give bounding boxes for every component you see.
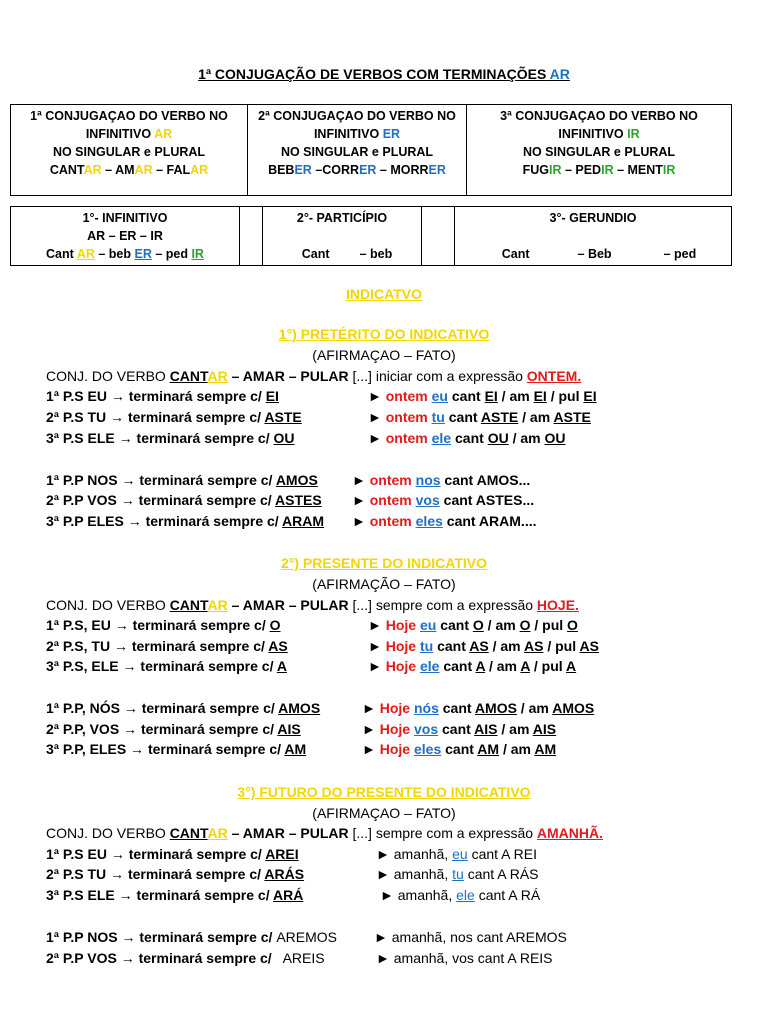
example-ending: AS [523, 638, 544, 654]
ending-ar: AR [154, 127, 173, 141]
sec1-row [46, 472, 746, 488]
arrow-marker: ► [368, 409, 382, 425]
examples-line [15, 161, 243, 179]
example-text: / am [518, 409, 554, 425]
person-label: 1ª P.P NOS [46, 929, 118, 945]
arrow-marker: ► [368, 638, 382, 654]
preterito-heading: 1°) PRETÉRITO DO INDICATIVO [278, 326, 490, 342]
sec3-row [46, 866, 746, 882]
example-stem: FUG [522, 163, 549, 177]
arrow-marker: ► [352, 513, 366, 529]
example-stem: – MORR [376, 163, 429, 177]
example-text: cant A REI [467, 846, 537, 862]
intro-text: [...] sempre com a expressão [348, 825, 537, 841]
rule-ending: AREMOS [276, 929, 338, 945]
intro-text: [...] iniciar com a expressão [348, 368, 527, 384]
example-text: cant ARAM.... [442, 513, 537, 529]
person-label: 3ª P.P, ELES [46, 741, 127, 757]
rule-text: → terminará sempre c/ [110, 638, 269, 654]
example-ending: AIS [474, 721, 498, 737]
example-group [380, 887, 540, 903]
example-ending: IR [191, 247, 204, 261]
cell-line [252, 125, 462, 143]
intro-verb: CANT [169, 825, 208, 841]
presente-heading: 2°) PRESENTE DO INDICATIVO [280, 555, 488, 571]
arrow-marker: ► [362, 700, 376, 716]
sec2-row [46, 721, 746, 737]
example-group [376, 846, 537, 862]
gerundio-cell [455, 207, 732, 266]
person-label: 1ª P.S, EU [46, 617, 111, 633]
sec1-row [46, 430, 746, 446]
example-stem: Cant [501, 247, 530, 261]
time-expression: Hoje [379, 721, 411, 737]
rule-ending: AMOS [275, 472, 318, 488]
futuro-subheading: (AFIRMAÇAO – FATO) [312, 805, 456, 821]
verb-forms-table [10, 206, 732, 266]
example-ending: ER [359, 163, 377, 177]
futuro-intro [46, 825, 603, 841]
example-text: / am [497, 721, 533, 737]
pronoun: eu [431, 388, 448, 404]
rule-ending: ASTE [264, 409, 302, 425]
example-group [352, 513, 537, 529]
example-group [368, 638, 599, 654]
person-label: 2ª P.S TU [46, 866, 107, 882]
rule-ending: AREI [265, 846, 299, 862]
example-text: / am [497, 388, 534, 404]
arrow-marker: ► [368, 430, 382, 446]
sec3-row [46, 846, 746, 862]
example-ending: IR [548, 163, 562, 177]
example-ending: AMOS [552, 700, 595, 716]
pronoun: tu [419, 638, 434, 654]
rule-ending: AIS [277, 721, 301, 737]
examples-line [459, 245, 727, 263]
time-expression: ontem [385, 388, 428, 404]
example-text: cant A RÁS [463, 866, 539, 882]
person-label: 3ª P.S, ELE [46, 658, 119, 674]
arrow-marker: ► [362, 721, 376, 737]
example-text: cant [451, 430, 488, 446]
person-label: 2ª P.P VOS [46, 950, 117, 966]
example-ending: IR [662, 163, 676, 177]
example-stem: – ped [151, 247, 192, 261]
intro-verb: – AMAR [227, 597, 285, 613]
arrow-marker: ► [352, 472, 366, 488]
rule-text: → terminará sempre c/ [106, 388, 266, 404]
example-ending: AR [83, 163, 102, 177]
example-stem: –CORR [311, 163, 360, 177]
pronoun: eles [415, 513, 443, 529]
sec3-row [46, 950, 746, 966]
pronoun: nós [413, 700, 439, 716]
cell-line: 1ª CONJUGAÇAO DO VERBO NO [30, 109, 228, 123]
rule-ending: OU [273, 430, 295, 446]
time-expression: Hoje [385, 658, 417, 674]
example-text: / am [508, 430, 545, 446]
person-label: 1ª P.S EU [46, 846, 107, 862]
cell-line: NO SINGULAR e PLURAL [522, 145, 676, 159]
intro-text: CONJ. DO VERBO [46, 825, 170, 841]
example-ending: O [519, 617, 531, 633]
pronoun: vos [413, 721, 439, 737]
intro-verb-ending: AR [207, 825, 228, 841]
intro-verb: – PULAR [284, 825, 349, 841]
title-ending: AR [549, 66, 570, 82]
rule-text: → terminará sempre c/ [117, 929, 277, 945]
sec2-row [46, 638, 746, 654]
examples-line [15, 245, 235, 263]
example-text: cant [447, 388, 485, 404]
rule-ending: AMOS [278, 700, 321, 716]
sec2-row [46, 658, 746, 674]
intro-verb: – AMAR [227, 825, 285, 841]
example-text: cant [444, 409, 481, 425]
person-label: 2ª P.S TU [46, 409, 107, 425]
example-ending: O [472, 617, 484, 633]
cell-line: NO SINGULAR e PLURAL [52, 145, 206, 159]
intro-verb: – PULAR [284, 368, 349, 384]
arrow-marker: ► [374, 929, 388, 945]
rule-text: → terminará sempre c/ [106, 409, 265, 425]
example-group [362, 700, 594, 716]
sec1-row [46, 513, 746, 529]
rule-text: → terminará sempre c/ [110, 617, 270, 633]
cell-line: NO SINGULAR e PLURAL [280, 145, 434, 159]
example-ending: A [475, 658, 486, 674]
arrow-marker: ► [368, 388, 382, 404]
example-stem: – beb [94, 247, 135, 261]
pronoun: nos [415, 472, 441, 488]
intro-verb: CANT [169, 597, 208, 613]
example-stem: BEB [268, 163, 295, 177]
sec1-row [46, 409, 746, 425]
ending-er: ER [382, 127, 401, 141]
spacer-cell [422, 207, 455, 266]
sec3-row [46, 887, 746, 903]
arrow-marker: ► [376, 846, 390, 862]
example-text: / am [485, 658, 521, 674]
time-expression: ontem [385, 409, 428, 425]
examples-line [252, 161, 462, 179]
example-group [368, 388, 597, 404]
example-ending: OU [487, 430, 509, 446]
pronoun: eu [419, 617, 437, 633]
spacer-cell [240, 207, 263, 266]
rule-ending: O [269, 617, 281, 633]
example-group [362, 721, 556, 737]
ending-ir: IR [627, 127, 640, 141]
sec1-row [46, 492, 746, 508]
rule-text: → terminará sempre c/ [126, 741, 285, 757]
example-ending: AR [190, 163, 209, 177]
cell-text: INFINITIVO [85, 127, 155, 141]
example-text: cant [438, 721, 475, 737]
cell-line: 2ª CONJUGAÇAO DO VERBO NO [258, 109, 456, 123]
rule-ending: ARAM [282, 513, 325, 529]
time-expression: ontem [369, 513, 412, 529]
pronoun: ele [419, 658, 440, 674]
intro-verb: – PULAR [284, 597, 349, 613]
example-text: cant A RÁ [474, 887, 541, 903]
example-stem: CANT [49, 163, 84, 177]
rule-ending: AM [284, 741, 307, 757]
sec2-row [46, 700, 746, 716]
example-ending: OU [544, 430, 566, 446]
rule-text: → terminará sempre c/ [106, 866, 265, 882]
person-label: 1ª P.P, NÓS [46, 700, 120, 716]
time-expression: ontem [369, 492, 412, 508]
example-ending: EI [484, 388, 498, 404]
person-label: 2ª P.P VOS [46, 492, 117, 508]
intro-verb: – AMAR [227, 368, 285, 384]
example-text: / pul [543, 638, 580, 654]
example-stem: Cant [46, 247, 77, 261]
example-text: cant [438, 700, 475, 716]
first-conjugation-cell [11, 105, 248, 196]
person-label: 3ª P.S ELE [46, 430, 115, 446]
title-text: 1ª CONJUGAÇÃO DE VERBOS COM TERMINAÇÕES [198, 66, 550, 82]
sec2-row [46, 617, 746, 633]
conjugations-table [10, 104, 732, 196]
time-expression: amanhã, nos cant AREMOS [391, 929, 567, 945]
example-stem: – FAL [152, 163, 191, 177]
example-stem: – PED [561, 163, 602, 177]
person-label: 1ª P.P NOS [46, 472, 118, 488]
example-ending: AM [534, 741, 557, 757]
example-ending: A [566, 658, 577, 674]
example-group [368, 409, 591, 425]
example-ending: AM [477, 741, 500, 757]
example-group [368, 430, 565, 446]
example-ending: AR [134, 163, 153, 177]
example-ending: AMOS [474, 700, 517, 716]
time-expression: amanhã, vos cant A REIS [393, 950, 553, 966]
rule-ending: EI [265, 388, 279, 404]
preterito-subheading: (AFIRMAÇAO – FATO) [312, 347, 456, 363]
time-expression: amanhã, [397, 887, 457, 903]
person-label: 3ª P.S ELE [46, 887, 115, 903]
example-text: / pul [530, 617, 568, 633]
rule-ending: AREIS [275, 950, 325, 966]
rule-ending: ASTES [275, 492, 322, 508]
person-label: 2ª P.P, VOS [46, 721, 120, 737]
intro-verb-ending: AR [207, 368, 228, 384]
intro-expression: AMANHÃ. [536, 825, 604, 841]
example-ending: ER [294, 163, 312, 177]
example-text: cant [433, 638, 470, 654]
rule-text: → terminará sempre c/ [116, 492, 276, 508]
rule-text: → terminará sempre c/ [123, 513, 283, 529]
example-ending: IR [601, 163, 614, 177]
third-conjugation-cell [467, 105, 732, 196]
sec3-row [46, 929, 746, 945]
infinitivo-cell [11, 207, 240, 266]
example-stem: – MENT [613, 163, 663, 177]
second-conjugation-cell [248, 105, 467, 196]
arrow-marker: ► [380, 887, 394, 903]
cell-line: AR – ER – IR [87, 229, 163, 243]
examples-line [267, 245, 417, 263]
example-ending: EI [583, 388, 597, 404]
example-ending: O [567, 617, 578, 633]
rule-text: → terminará sempre c/ [106, 846, 266, 862]
example-ending: ASTE [553, 409, 591, 425]
example-ending: AS [579, 638, 599, 654]
example-group [368, 617, 578, 633]
pronoun: eles [413, 741, 442, 757]
rule-ending: AS [268, 638, 288, 654]
pronoun: tu [452, 866, 464, 882]
cell-line [471, 125, 727, 143]
preterito-intro [46, 368, 581, 384]
rule-text: → terminará sempre c/ [114, 887, 273, 903]
indicativo-heading: INDICATVO [346, 286, 422, 302]
person-label: 3ª P.P ELES [46, 513, 124, 529]
example-ending: A [520, 658, 530, 674]
example-ending: ASTE [480, 409, 519, 425]
example-group [376, 866, 539, 882]
example-text: cant [441, 741, 478, 757]
time-expression: Hoje [385, 617, 417, 633]
example-text: cant ASTES... [439, 492, 535, 508]
example-text: / am [483, 617, 520, 633]
example-stem: – AM [101, 163, 135, 177]
rule-text: → terminará sempre c/ [114, 430, 274, 446]
pronoun: ele [456, 887, 475, 903]
rule-ending: A [276, 658, 287, 674]
rule-text: → terminará sempre c/ [118, 658, 277, 674]
examples-line [471, 161, 727, 179]
cell-heading: 3°- GERUNDIO [549, 211, 637, 225]
cell-text: INFINITIVO [558, 127, 628, 141]
arrow-marker: ► [368, 658, 382, 674]
example-text: / pul [529, 658, 567, 674]
cell-line: 3ª CONJUGAÇAO DO VERBO NO [500, 109, 698, 123]
example-text: cant [439, 658, 476, 674]
person-label: 2ª P.S, TU [46, 638, 111, 654]
pronoun: vos [415, 492, 440, 508]
example-ending: AS [469, 638, 489, 654]
rule-ending: ARÁ [272, 887, 304, 903]
example-stem: Cant [301, 247, 330, 261]
intro-text: CONJ. DO VERBO [46, 368, 170, 384]
futuro-heading: 3°) FUTURO DO PRESENTE DO INDICATIVO [237, 784, 531, 800]
arrow-marker: ► [368, 617, 382, 633]
example-group [362, 741, 556, 757]
intro-text: [...] sempre com a expressão [348, 597, 537, 613]
time-expression: ontem [385, 430, 428, 446]
example-group [352, 492, 534, 508]
cell-heading: 1°- INFINITIVO [82, 211, 168, 225]
time-expression: Hoje [385, 638, 417, 654]
person-label: 1ª P.S EU [46, 388, 107, 404]
example-stem: – ped [663, 247, 697, 261]
example-group [374, 929, 567, 945]
example-ending: EI [533, 388, 547, 404]
example-text: / am [516, 700, 553, 716]
rule-text: → terminará sempre c/ [119, 700, 279, 716]
rule-ending: ARÁS [264, 866, 305, 882]
rule-text: → terminará sempre c/ [116, 950, 276, 966]
rule-text: → terminará sempre c/ [117, 472, 276, 488]
intro-verb-ending: AR [207, 597, 228, 613]
participio-cell [263, 207, 422, 266]
example-text: / am [499, 741, 535, 757]
pronoun: ele [431, 430, 452, 446]
example-ending: ER [134, 247, 152, 261]
example-stem: – Beb [577, 247, 612, 261]
intro-expression: HOJE. [536, 597, 579, 613]
arrow-marker: ► [362, 741, 376, 757]
time-expression: Hoje [379, 741, 411, 757]
example-ending: ER [428, 163, 446, 177]
cell-line [15, 125, 243, 143]
example-group [352, 472, 530, 488]
intro-expression: ONTEM. [526, 368, 582, 384]
presente-subheading: (AFIRMAÇÃO – FATO) [312, 576, 456, 592]
example-text: cant AMOS... [440, 472, 531, 488]
example-stem: – beb [359, 247, 393, 261]
time-expression: Hoje [379, 700, 411, 716]
intro-verb: CANT [169, 368, 208, 384]
sec2-row [46, 741, 746, 757]
example-text: cant [436, 617, 473, 633]
pronoun: eu [452, 846, 468, 862]
example-text: / pul [546, 388, 584, 404]
cell-text: INFINITIVO [313, 127, 383, 141]
arrow-marker: ► [352, 492, 366, 508]
arrow-marker: ► [376, 950, 390, 966]
pronoun: tu [431, 409, 445, 425]
example-ending: AR [76, 247, 95, 261]
sec1-row [46, 388, 746, 404]
rule-text: → terminará sempre c/ [119, 721, 278, 737]
time-expression: amanhã, [393, 866, 453, 882]
time-expression: amanhã, [393, 846, 453, 862]
example-text: / am [488, 638, 524, 654]
example-group [368, 658, 576, 674]
cell-heading: 2°- PARTICÍPIO [296, 211, 388, 225]
intro-text: CONJ. DO VERBO [46, 597, 170, 613]
example-ending: AIS [532, 721, 557, 737]
presente-intro [46, 597, 579, 613]
example-group [376, 950, 553, 966]
document-title [0, 66, 768, 82]
time-expression: ontem [369, 472, 412, 488]
arrow-marker: ► [376, 866, 390, 882]
